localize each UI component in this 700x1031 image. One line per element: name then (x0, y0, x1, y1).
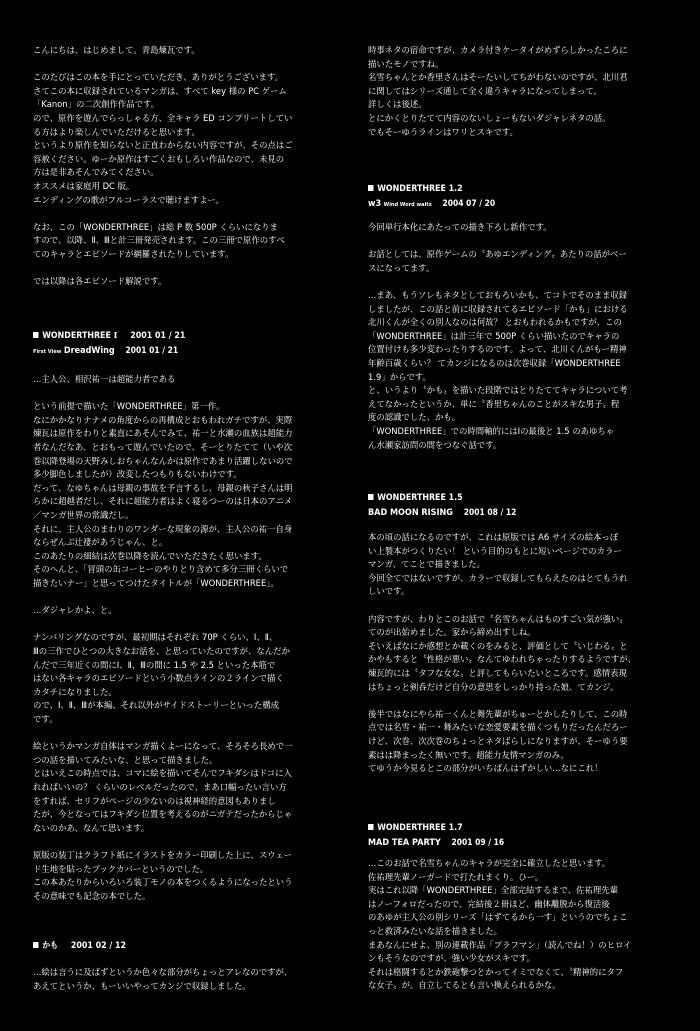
text-line: っと救済みたいな話を描きました。 (368, 926, 502, 936)
text-line: というより原作を知らないと正直わからない内容ですが、その点はご (33, 140, 293, 151)
text-line: 描いたモノですね。 (368, 58, 444, 69)
text-line: 内容ですが、わりとこのお話で〝名雪ちゃんはものすごい気が強い〟 (368, 613, 628, 624)
text-line: だって、なゆちゃんは母親の事故を予言するし、母親の秋子さんは明 (33, 482, 293, 493)
text-line: …ダジャレかよ、と。 (33, 605, 117, 616)
text-line: い上製本がつくりたい！ という目的のもとに短いページでのカラー (368, 545, 622, 556)
text-line: ないのかあ、なんて思います。 (33, 822, 150, 833)
text-line: 点では名雪・祐一・舞みたいな恋愛要素を描くつもりだったんだろー (368, 722, 628, 733)
text-line: 北川くんが全くの別人なのは何故？ とおもわれるかもですが、この (368, 317, 622, 328)
text-line: 「WONDERTHREE」は計三年で 500P くらい描いたのでキャラの (368, 330, 620, 341)
text-line: その意味でも記念の本でした。 (33, 890, 151, 901)
text-line: スになってます。 (368, 262, 435, 273)
text-line: をすれば、セリフがページの少ないのは視神経的意図もありまし (33, 795, 276, 806)
text-line: たが、今となってはフキダシ位置を考えるのがニガテだったからじゃ (33, 809, 293, 820)
section-subtitle-wonderthree-1-5: BAD MOON RISING 2001 08 / 12 (368, 507, 517, 518)
text-line: あえてというか、もーいいやってカンジで収録しました。 (33, 980, 251, 991)
text-line: お話としては、原作ゲームの〝あゆエンディング〟あたりの話がベー (368, 249, 627, 260)
text-line: つの話を描いてみたいな、と思って描きました。 (33, 754, 218, 765)
text-line: なにかかなりナナメの角度からの再構成とおもわれガチですが、実際 (33, 414, 293, 425)
square-bullet-icon (368, 494, 374, 500)
text-line: 多少脚色しましたが）改変したつもりもないわけです。 (33, 469, 242, 480)
text-line: れればいいの？ くらいのレベルだったので、まあ口幅ったい言い方 (33, 782, 287, 792)
text-line: マンガ、てことで描きました。 (368, 559, 485, 570)
text-line: 絵というかマンガ自体はマンガ描くよーになって、そろそろ長めで一 (33, 741, 293, 752)
text-line: らかに超越者だし、それに超能力者はよく寝るつーのは日本のアニメ (33, 496, 293, 507)
section-header-wonderthree-1: WONDERTHREE Ⅰ 2001 01 / 21 (33, 330, 185, 342)
section-header-kamo: かも 2001 02 / 12 (33, 940, 126, 952)
text-line: けど、次巻、次次巻のちょっとネタばらしになりますが、そーゆう要 (368, 736, 628, 746)
section-subtitle-wonderthree-1-2: w3 Wind Word waits 2004 07 / 20 (368, 198, 496, 209)
text-line: 今回全てではないですが、カラーで収録してもらえたのはとてもうれ (368, 572, 628, 583)
text-line: 今回単行本化にあたっての描き下ろし新作です。 (368, 222, 552, 232)
text-line: てのが出始めました。家から締め出すしね。 (368, 627, 536, 638)
text-line: てゆうか今見るとこの部分がいちばんはずかしい…なにこれ！ (368, 763, 603, 774)
text-line: すので、以降、Ⅱ、Ⅲと計三冊発売されます。この三冊で原作のすべ (33, 235, 285, 246)
text-line: 佐祐理先輩ノーガードで打たれまくり。ひー。 (368, 871, 544, 882)
text-line: とはいえこの時点では、コマに絵を描いてそんでフキダシはドコに入 (33, 768, 292, 779)
text-line: 「Kanon」の二次創作作品です。 (33, 99, 160, 110)
text-line: 方は是非あそんでみてください。 (33, 167, 159, 178)
text-line: …絵は言うに及ばずというか色々な部分がちょっとアレなのですが、 (33, 967, 293, 977)
section-subtitle-wonderthree-1: First View DreadWing 2001 01 / 21 (33, 345, 179, 356)
text-line: このたびはこの本を手にとっていただき、ありがとうございます。 (33, 72, 284, 83)
text-line: 年齢百歳くらい？ てカンジになるのは次巻収録「WONDERTHREE (368, 358, 621, 368)
text-line: 者なんだなあ、とおもって遊んでいたので、そーとりたてて（いや次 (33, 442, 293, 452)
section-header-wonderthree-1-2: WONDERTHREE 1.2 (368, 183, 463, 195)
text-line: この本あたりからいろいろ装丁モノの本をつくるようになったという (33, 877, 293, 888)
text-line: …このお話で名雪ちゃんのキャラが完全に確立したと思います。 (368, 858, 611, 868)
text-line: オススメは家庭用 DC 版。 (33, 181, 135, 191)
text-line: かやもすると〝性格が悪い〟なんてゆわれちゃったりするようですが、 (368, 654, 636, 665)
text-line: そいえばなにか感想とか載くのをみると、評価として〝いじわる〟と (368, 640, 628, 651)
square-bullet-icon (33, 332, 39, 338)
text-line: ／マンガ世界の常識だし。 (33, 510, 134, 520)
text-line: Ⅲの三作でひとつの大きなお話を、と思っていたのですが、なんだか (33, 646, 290, 656)
text-line: さてこの本に収録されているマンガは、すべて key 様の PC ゲーム (33, 85, 287, 96)
text-line: 描きたいナー」と思ってつけたタイトルが「WONDERTHREE」。 (33, 578, 279, 588)
text-line: そのへんと、「冒頭の缶コーヒーのやりとり含めて多分三冊くらいで (33, 564, 289, 575)
text-line: 容赦ください。ゆーか原作はすごくおもしろい作品なので、未見の (33, 153, 285, 164)
text-line: はない各キャラのエピソードという小数点ラインの２ラインで描く (33, 673, 284, 684)
text-line: …まあ、もうソレもネタとしておもろいかも、てコトでそのまま収録 (368, 290, 628, 300)
text-line: …主人公、相沢祐一は超能力者である (33, 374, 176, 384)
text-line: な女子〟が。自立してるとも言い換えられるかな。 (368, 980, 561, 991)
text-line: こんにちは、はじめまして。青島煉瓦です。 (33, 45, 200, 55)
text-line: 巻以降登場の天野みしおちゃんなんかは原作であまり活躍しないので (33, 455, 293, 466)
text-line: ならぜんぶ辻褄があうじゃん、と。 (33, 537, 168, 548)
text-line: 煉瓦は原作をわりと素直にあそんでみて、祐一と水瀬の血族は超能力 (33, 428, 293, 439)
text-line: ので、原作を遊んでらっしゃる方、全キャラ ED コンプリートしてい (33, 113, 293, 123)
text-line: る方はより楽しんでいただけると思います。 (33, 126, 200, 137)
text-line: それに、主人公のまわりのワンダーな現象の源が、主人公の祐一自身 (33, 523, 293, 534)
text-line: 実はこれ以降「WONDERTHREE」全部完結するまで、佐祐理先輩 (368, 885, 618, 896)
text-line: 時事ネタの宿命ですが、カメラ付きケータイがめずらしかったころに (368, 45, 628, 55)
text-line: ンもそうなのですが、強い少女がスキです。 (368, 953, 535, 964)
text-line: カタチになりました。 (33, 686, 117, 697)
text-line: ド生地を貼ったブックカバーというのでした。 (33, 863, 209, 874)
text-line: のあゆが主人公の別シリーズ「はずてるから一す」というのでちょこ (368, 912, 628, 923)
text-line: 素はは降まったく無いです。超能力友情マンガのみ。 (368, 749, 569, 760)
text-line: とにかくとりたてて内容のないしょーもないダジャレネタの話。 (368, 113, 611, 123)
text-line: ん水瀬家訪問の間をつなぐ話です。 (368, 439, 502, 450)
text-line: んだで三年近くの間にⅠ、Ⅱ、Ⅲの間に 1.5 や 2.5 といった本筋で (33, 659, 276, 670)
text-line: に関してはシリーズ通して全く違うキャラになってしまって。 (368, 85, 602, 96)
text-line: えてなかったというか、単に〝香里ちゃんのことがスキな男子〟程 (368, 398, 620, 409)
text-line: 本の頃の話になるのですが、これは原版では A6 サイズの絵本っぽ (368, 532, 619, 542)
text-line: しましたが、この話と前に収録されてるエピソード「かも」における (368, 303, 628, 314)
text-line: ので、Ⅰ、Ⅱ、Ⅲが本編、それ以外がサイドストーリーといった構成 (33, 700, 280, 711)
text-line: エンディングの歌がフルコーラスで聴けますよー。 (33, 194, 224, 205)
text-line: 原版の装丁はクラフト紙にイラストをカラー印刷した上に、スウェー (33, 850, 293, 860)
text-line: 詳しくは後述。 (368, 99, 427, 110)
text-line: それは格闘するとか鉄砲撃つとかってイミでなくて、〝精神的にタフ (368, 966, 624, 977)
text-line: 後半ではなにやら祐一くんと舞先輩がちゅーとかしたりして、この時 (368, 708, 628, 719)
text-line: 1.9」からです。 (368, 371, 431, 382)
square-bullet-icon (368, 185, 374, 191)
text-line: てのキャラとエピソードが網羅されたりしています。 (33, 249, 234, 259)
text-line: はノーフォロだったので、完結後２冊ほど、幽体離脱から復活後 (368, 898, 610, 909)
text-line: 度の認識でした、かも。 (368, 412, 461, 423)
text-line: なお、この「WONDERTHREE」は総 P 数 500P くらいになりま (33, 221, 279, 232)
text-line: でもそーゆうラインはワリとスキです。 (368, 126, 518, 137)
text-line: 「WONDERTHREE」での時間軸的にはⅠの最後と 1.5 のあゆちゃ (368, 426, 615, 436)
section-header-wonderthree-1-5: WONDERTHREE 1.5 (368, 492, 463, 504)
text-line: と、いうより〝かも〟を描いた段階ではとりたててキャラについて考 (368, 385, 628, 396)
text-line: です。 (33, 714, 58, 724)
text-line: という前提で描いた「WONDERTHREE」第一作。 (33, 401, 225, 412)
text-line: 煉瓦的には〝タフな女な〟と評してもらいたいところです。感情表現 (368, 668, 627, 678)
text-line: 名雪ちゃんとか香里さんはそーたいしてちがわないのですが、北川君 (368, 72, 628, 83)
section-header-wonderthree-1-7: WONDERTHREE 1.7 (368, 822, 463, 834)
text-line: まあなんにせよ、別の連載作品「プラフマン」（読んでね！）のヒロイ (368, 939, 632, 950)
square-bullet-icon (33, 942, 39, 948)
text-line: はちょっと剣呑だけど自分の意思をしっかり持った娘、てカンジ。 (368, 681, 619, 692)
section-subtitle-wonderthree-1-7: MAD TEA PARTY 2001 09 / 16 (368, 837, 505, 848)
text-line: では以降は各エピソード解説です。 (33, 276, 167, 287)
square-bullet-icon (368, 824, 374, 830)
text-line: このあたりの細結は次巻以降を読んでいただきたく思います。 (33, 550, 267, 561)
text-line: しいです。 (368, 586, 410, 597)
text-line: ナンバリングなのですが、最初期はそれぞれ 70P くらい、Ⅰ、Ⅱ、 (33, 632, 278, 643)
text-line: 位置付けも多少変わったりするのです。よって、北川くんがもー精神 (368, 344, 627, 355)
